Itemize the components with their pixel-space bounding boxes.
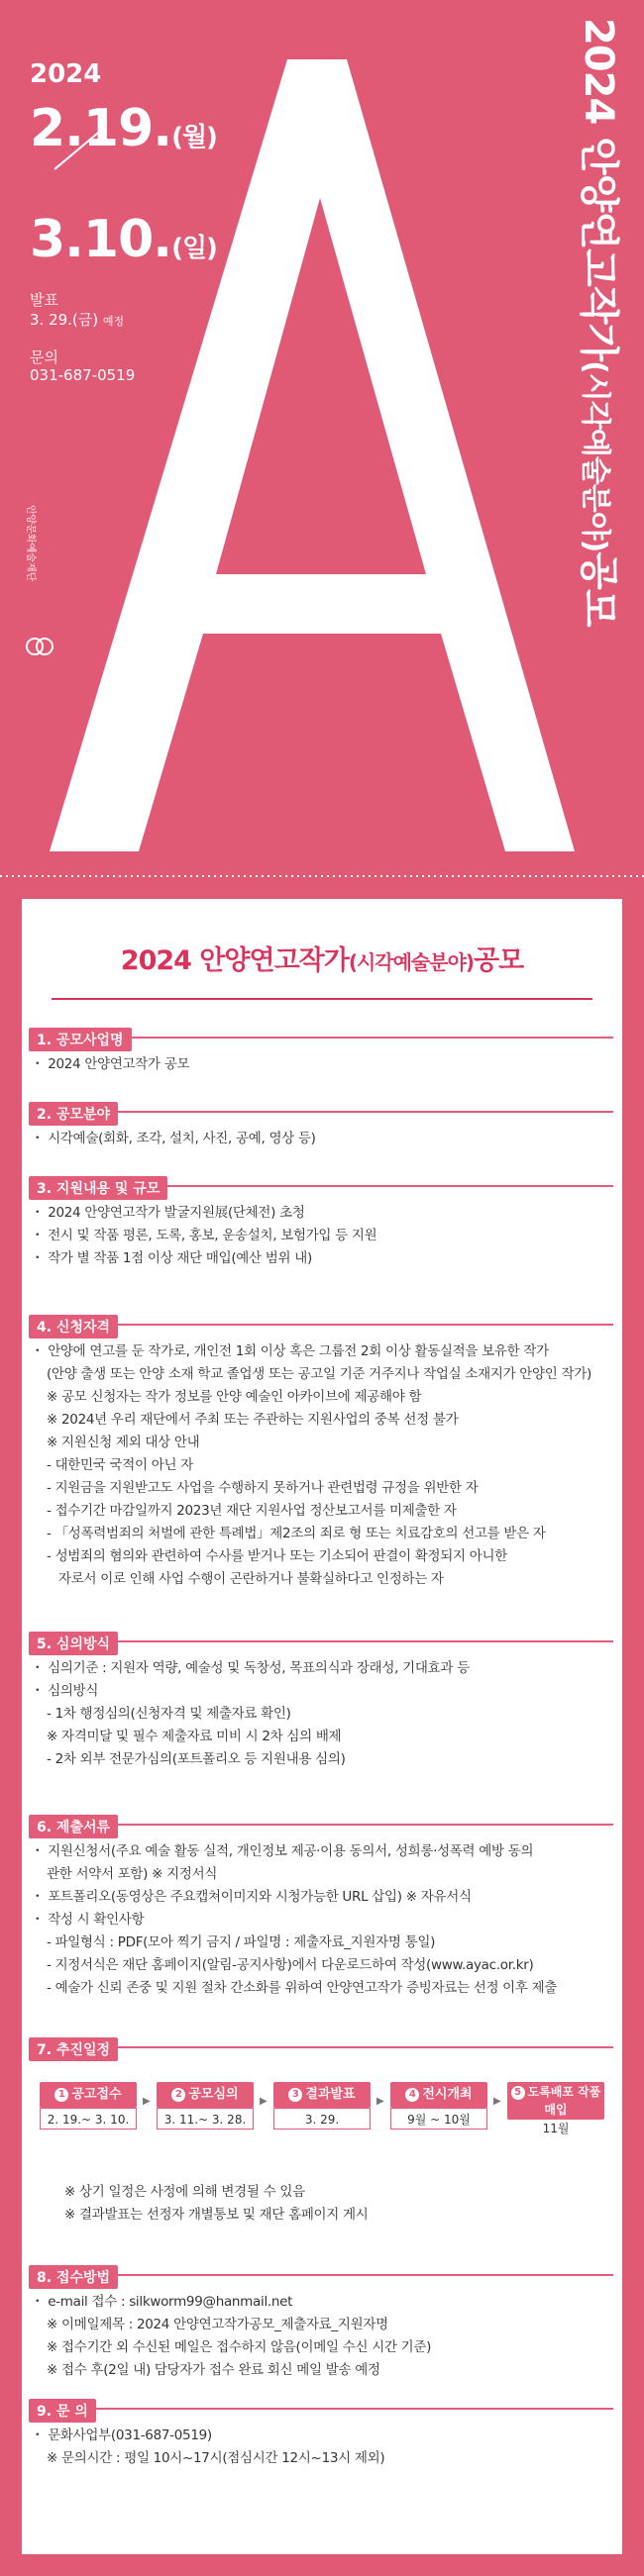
list-item: ・ 2024 안양연고작가 공모	[31, 1056, 190, 1072]
list-item: - 예술가 신뢰 존중 및 지원 절차 간소화를 위하여 안양연고작가 증빙자료는 선정 이후 제출	[47, 1980, 558, 1996]
list-item: (안양 출생 또는 안양 소재 학교 졸업생 또는 공고일 기준 거주지나 작업실 소재지가 안양인 작가)	[47, 1366, 591, 1382]
schedule-steps	[30, 2082, 614, 2151]
list-item: ・ 문화사업부(031-687-0519)	[31, 2427, 212, 2443]
list-item: ※ 자격미달 및 필수 제출자료 미비 시 2차 심의 배제	[47, 1729, 342, 1744]
section-9	[29, 2399, 613, 2470]
section-8	[29, 2265, 613, 2382]
list-item: - 1차 행정심의(신청자격 및 제출자료 확인)	[47, 1706, 291, 1722]
list-item: ※ 접수기간 외 수신된 메일은 접수하지 않음(이메일 수신 시간 기준)	[47, 2339, 432, 2355]
list-item: ・ 작가 별 작품 1점 이상 재단 매입(예산 범위 내)	[31, 1250, 312, 1266]
section-2	[29, 1102, 613, 1150]
list-item: ※ 이메일제목 : 2024 안양연고작가공모_제출자료_지원자명	[47, 2317, 388, 2332]
list-item: - 「성폭력범죄의 처벌에 관한 특례법」제2조의 죄로 형 또는 치료감호의 선고를 받은 자	[47, 1526, 546, 1541]
list-item: ・ 심의방식	[31, 1683, 99, 1699]
announce-date: 3. 29.(금) 예정	[30, 311, 125, 329]
list-item: - 2차 외부 전문가심의(포트폴리오 등 지원내용 심의)	[47, 1751, 346, 1767]
arrow-icon: ▶	[493, 2096, 501, 2107]
list-item: ※ 2024년 우리 재단에서 주최 또는 주관하는 지원사업의 중복 선정 불가	[47, 1412, 459, 1428]
list-item: ・ 지원신청서(주요 예술 활동 실적, 개인정보 제공·이용 동의서, 성희롱·성폭력 예방 동의	[31, 1843, 534, 1859]
dotted-divider	[0, 871, 644, 881]
section-5	[29, 1632, 613, 1771]
list-item: ※ 공모 신청자는 작가 정보를 안양 예술인 아카이브에 제공해야 함	[47, 1389, 422, 1405]
contact-label: 문의	[30, 348, 58, 366]
list-item: - 파일형식 : PDF(모아 찍기 금지 / 파일명 : 제출자료_지원자명 통일)	[47, 1934, 436, 1950]
list-item: ※ 접수 후(2일 내) 담당자가 접수 완료 회신 메일 발송 예정	[47, 2362, 380, 2378]
section-heading: 5. 심의방식	[29, 1632, 118, 1655]
email-item: ・ e-mail 접수 : silkworm99@hanmail.net	[31, 2294, 293, 2310]
contact-phone: 031-687-0519	[30, 366, 136, 384]
list-item: ※ 문의시간 : 평일 10시~17시(점심시간 12시~13시 제외)	[47, 2450, 385, 2466]
section-heading: 9. 문 의	[29, 2399, 96, 2423]
list-item: - 대한민국 국적이 아닌 자	[47, 1457, 193, 1473]
poster-year: 2024	[30, 59, 102, 89]
list-item: ・ 전시 및 작품 평론, 도록, 홍보, 운송설치, 보험가입 등 지원	[31, 1228, 377, 1243]
list-item: ・ 포트폴리오(동영상은 주요캡쳐이미지와 시청가능한 URL 삽입) ※ 자유서식	[31, 1889, 472, 1905]
list-item: - 지원금을 지원받고도 사업을 수행하지 못하거나 관련법령 규정을 위반한 자	[47, 1480, 479, 1496]
section-heading: 8. 접수방법	[29, 2265, 118, 2289]
section-1	[29, 1028, 613, 1076]
list-item: - 지정서식은 재단 홈페이지(알림-공지사항)에서 다운로드하여 작성(www.ayac.or.kr)	[47, 1957, 534, 1973]
list-item: ※ 지원신청 제외 대상 안내	[47, 1435, 200, 1450]
section-4	[29, 1315, 613, 1591]
section-heading: 1. 공모사업명	[29, 1028, 132, 1051]
schedule-step: 3 결과발표 3. 29.	[273, 2082, 371, 2130]
schedule-step: 5 도록배포 작품매입 11월	[507, 2082, 604, 2137]
section-heading: 2. 공모분야	[29, 1102, 118, 1126]
card-title: 2024 안양연고작가(시각예술분야)공모	[120, 945, 524, 976]
list-item: - 성범죄의 혐의와 관련하여 수사를 받거나 또는 기소되어 판결이 확정되지 아니한	[47, 1548, 507, 1564]
schedule-notes	[47, 2181, 631, 2227]
section-heading: 7. 추진일정	[29, 2037, 118, 2061]
list-item: ・ 작성 시 확인사항	[31, 1912, 145, 1928]
section-heading: 6. 제출서류	[29, 1815, 118, 1838]
arrow-icon: ▶	[143, 2096, 151, 2107]
section-3	[29, 1176, 613, 1270]
section-7	[29, 2037, 613, 2059]
title-underline	[52, 998, 592, 1000]
schedule-step: 4 전시개최 9월 ~ 10월	[390, 2082, 487, 2130]
vertical-title: 2024 안양연고작가(시각예술분야)공모	[576, 18, 621, 627]
foundation-logo-icon	[25, 634, 54, 659]
list-item: ・ 심의기준 : 지원자 역량, 예술성 및 독창성, 목표의식과 장래성, 기대효과 등	[31, 1660, 470, 1676]
schedule-step: 1 공고접수 2. 19.~ 3. 10.	[40, 2082, 137, 2130]
poster-header	[0, 0, 644, 866]
list-item: ・ 안양에 연고를 둔 작가로, 개인전 1회 이상 혹은 그룹전 2회 이상 활동실적을 보유한 작가	[31, 1343, 549, 1359]
list-item: ※ 상기 일정은 사정에 의해 변경될 수 있음	[64, 2184, 305, 2200]
schedule-step: 2 공모심의 3. 11.~ 3. 28.	[157, 2082, 254, 2130]
section-heading: 3. 지원내용 및 규모	[29, 1176, 167, 1200]
poster-date-start: 2.19.(월)	[30, 99, 217, 158]
arrow-icon: ▶	[260, 2096, 268, 2107]
section-6	[29, 1815, 613, 2000]
announce-label: 발표	[30, 291, 58, 309]
list-item: ・ 2024 안양연고작가 발굴지원展(단체전) 초청	[31, 1205, 305, 1221]
list-item: - 접수기간 마감일까지 2023년 재단 지원사업 정산보고서를 미제출한 자	[47, 1503, 457, 1519]
section-heading: 4. 신청자격	[29, 1315, 118, 1338]
list-item: ・ 시각예술(회화, 조각, 설치, 사진, 공예, 영상 등)	[31, 1131, 316, 1146]
poster-date-end: 3.10.(일)	[30, 210, 217, 269]
list-item: 자로서 이로 인해 사업 수행이 곤란하거나 불확실하다고 인정하는 자	[58, 1571, 444, 1587]
content-card	[22, 899, 622, 2554]
list-item: ※ 결과발표는 선정자 개별통보 및 재단 홈페이지 게시	[64, 2207, 369, 2223]
org-name: 안양문화예술재단	[25, 505, 36, 582]
arrow-icon: ▶	[376, 2096, 384, 2107]
list-item: 관한 서약서 포함) ※ 지정서식	[47, 1866, 218, 1882]
